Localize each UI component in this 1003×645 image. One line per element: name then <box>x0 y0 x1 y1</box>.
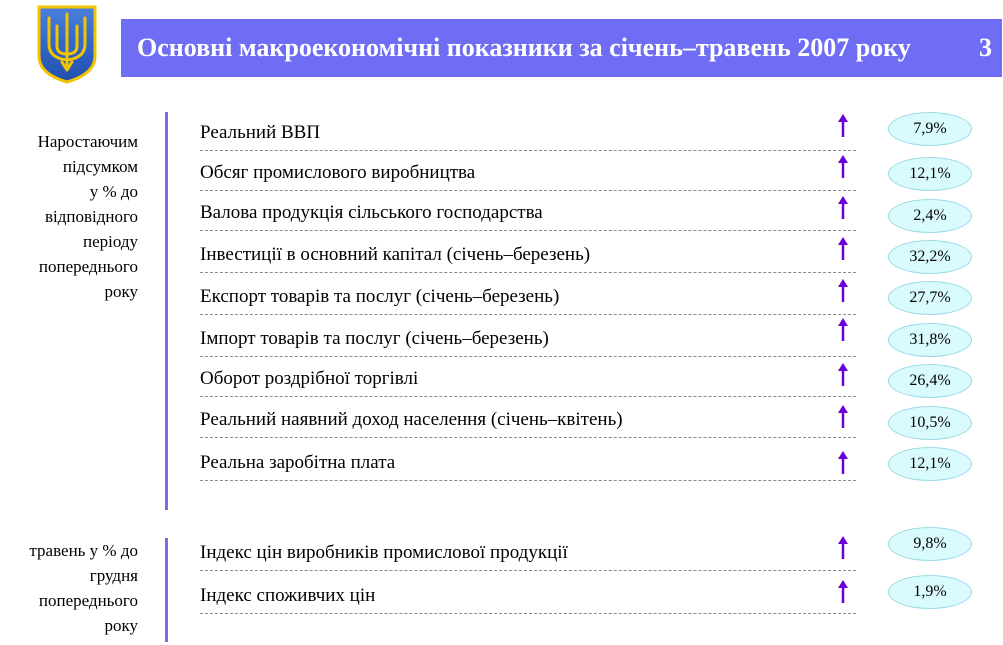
indicator-label: Імпорт товарів та послуг (січень–березень) <box>200 328 549 349</box>
indicator-label: Оборот роздрібної торгівлі <box>200 368 419 389</box>
value-badge: 32,2% <box>888 240 972 274</box>
indicator-row-disposable-income <box>200 396 856 438</box>
up-arrow-icon <box>836 536 850 560</box>
group-label-cumulative: Наростаючим підсумком у % до відповідного періоду попереднього року <box>37 132 138 301</box>
value-badge: 31,8% <box>888 323 972 357</box>
up-arrow-icon <box>836 155 850 179</box>
indicator-label: Експорт товарів та послуг (січень–березень) <box>200 286 560 307</box>
value-badge: 7,9% <box>888 112 972 146</box>
indicator-row-agriculture <box>200 190 856 231</box>
value-badge: 12,1% <box>888 157 972 191</box>
page-number: 3 <box>979 33 992 62</box>
indicator-row-investment <box>200 230 856 273</box>
up-arrow-icon <box>836 114 850 138</box>
indicator-label: Індекс споживчих цін <box>200 585 376 606</box>
indicator-row-industrial-output <box>200 150 856 191</box>
indicator-label: Інвестиції в основний капітал (січень–березень) <box>200 244 591 265</box>
value-badge: 9,8% <box>888 527 972 561</box>
indicator-label: Валова продукція сільського господарства <box>200 202 543 223</box>
up-arrow-icon <box>836 580 850 604</box>
indicator-label: Реальний ВВП <box>200 122 321 143</box>
up-arrow-icon <box>836 318 850 342</box>
group-divider-cumulative <box>165 112 168 510</box>
indicator-label: Обсяг промислового виробництва <box>200 162 476 183</box>
up-arrow-icon <box>836 451 850 475</box>
group-divider-prices <box>165 538 168 642</box>
value-badge: 2,4% <box>888 199 972 233</box>
value-badge: 12,1% <box>888 447 972 481</box>
indicator-label: Індекс цін виробників промислової продукції <box>200 542 568 563</box>
coat-of-arms-icon <box>36 4 98 84</box>
up-arrow-icon <box>836 363 850 387</box>
indicator-row-producer-price-index <box>200 530 856 571</box>
up-arrow-icon <box>836 196 850 220</box>
value-badge: 1,9% <box>888 575 972 609</box>
indicator-row-retail <box>200 356 856 397</box>
value-badge: 10,5% <box>888 406 972 440</box>
title-bar <box>121 19 1002 77</box>
up-arrow-icon <box>836 405 850 429</box>
indicator-label: Реальна заробітна плата <box>200 452 396 473</box>
value-badge: 26,4% <box>888 364 972 398</box>
indicator-row-exports <box>200 272 856 315</box>
indicator-row-real-gdp <box>200 112 856 151</box>
indicator-row-consumer-price-index <box>200 570 856 614</box>
group-label-may-vs-december: травень у % до грудня попереднього року <box>29 541 138 635</box>
up-arrow-icon <box>836 279 850 303</box>
page-title: Основні макроекономічні показники за січень–травень 2007 року <box>137 33 911 62</box>
value-badge: 27,7% <box>888 281 972 315</box>
indicator-row-real-wages <box>200 437 856 481</box>
indicator-label: Реальний наявний доход населення (січень–квітень) <box>200 409 623 430</box>
up-arrow-icon <box>836 237 850 261</box>
indicator-row-imports <box>200 314 856 357</box>
